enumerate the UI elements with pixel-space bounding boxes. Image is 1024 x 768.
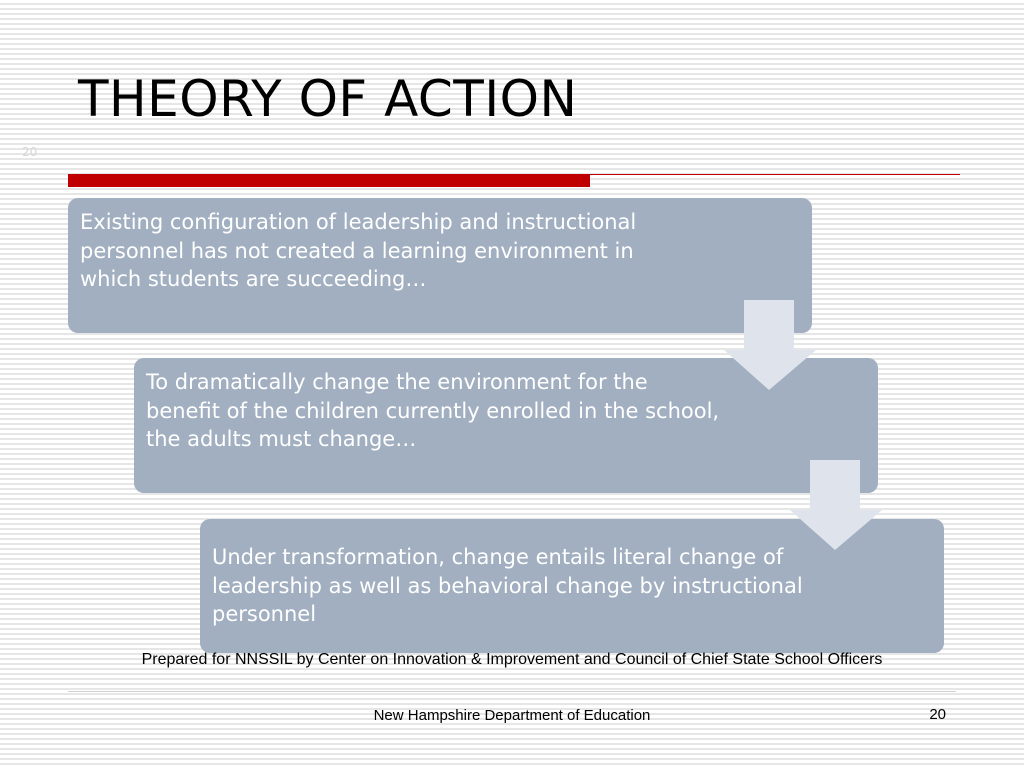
footer-organization: New Hampshire Department of Education xyxy=(373,707,651,724)
process-box-3-text: Under transformation, change entails literal change of leadership as well as behavioral change by instructional personnel xyxy=(212,545,803,626)
slide-title: THEORY OF ACTION xyxy=(78,70,578,128)
footer-page-number: 20 xyxy=(929,706,946,723)
footer-divider-line xyxy=(68,691,956,692)
process-box-2-text: To dramatically change the environment for the benefit of the children currently enrolled in the school, the adults must change… xyxy=(146,370,720,451)
ghost-slide-number: 20 xyxy=(22,145,38,159)
credit-line: Prepared for NNSSIL by Center on Innovation & Improvement and Council of Chief State School Officers xyxy=(141,651,883,668)
down-arrow-icon xyxy=(722,300,818,392)
process-box-1 xyxy=(68,198,812,333)
title-accent-bar xyxy=(68,175,590,187)
down-arrow-icon xyxy=(788,460,884,552)
process-box-1-text: Existing configuration of leadership and instructional personnel has not created a learning environment in which students are succeeding… xyxy=(80,210,637,291)
